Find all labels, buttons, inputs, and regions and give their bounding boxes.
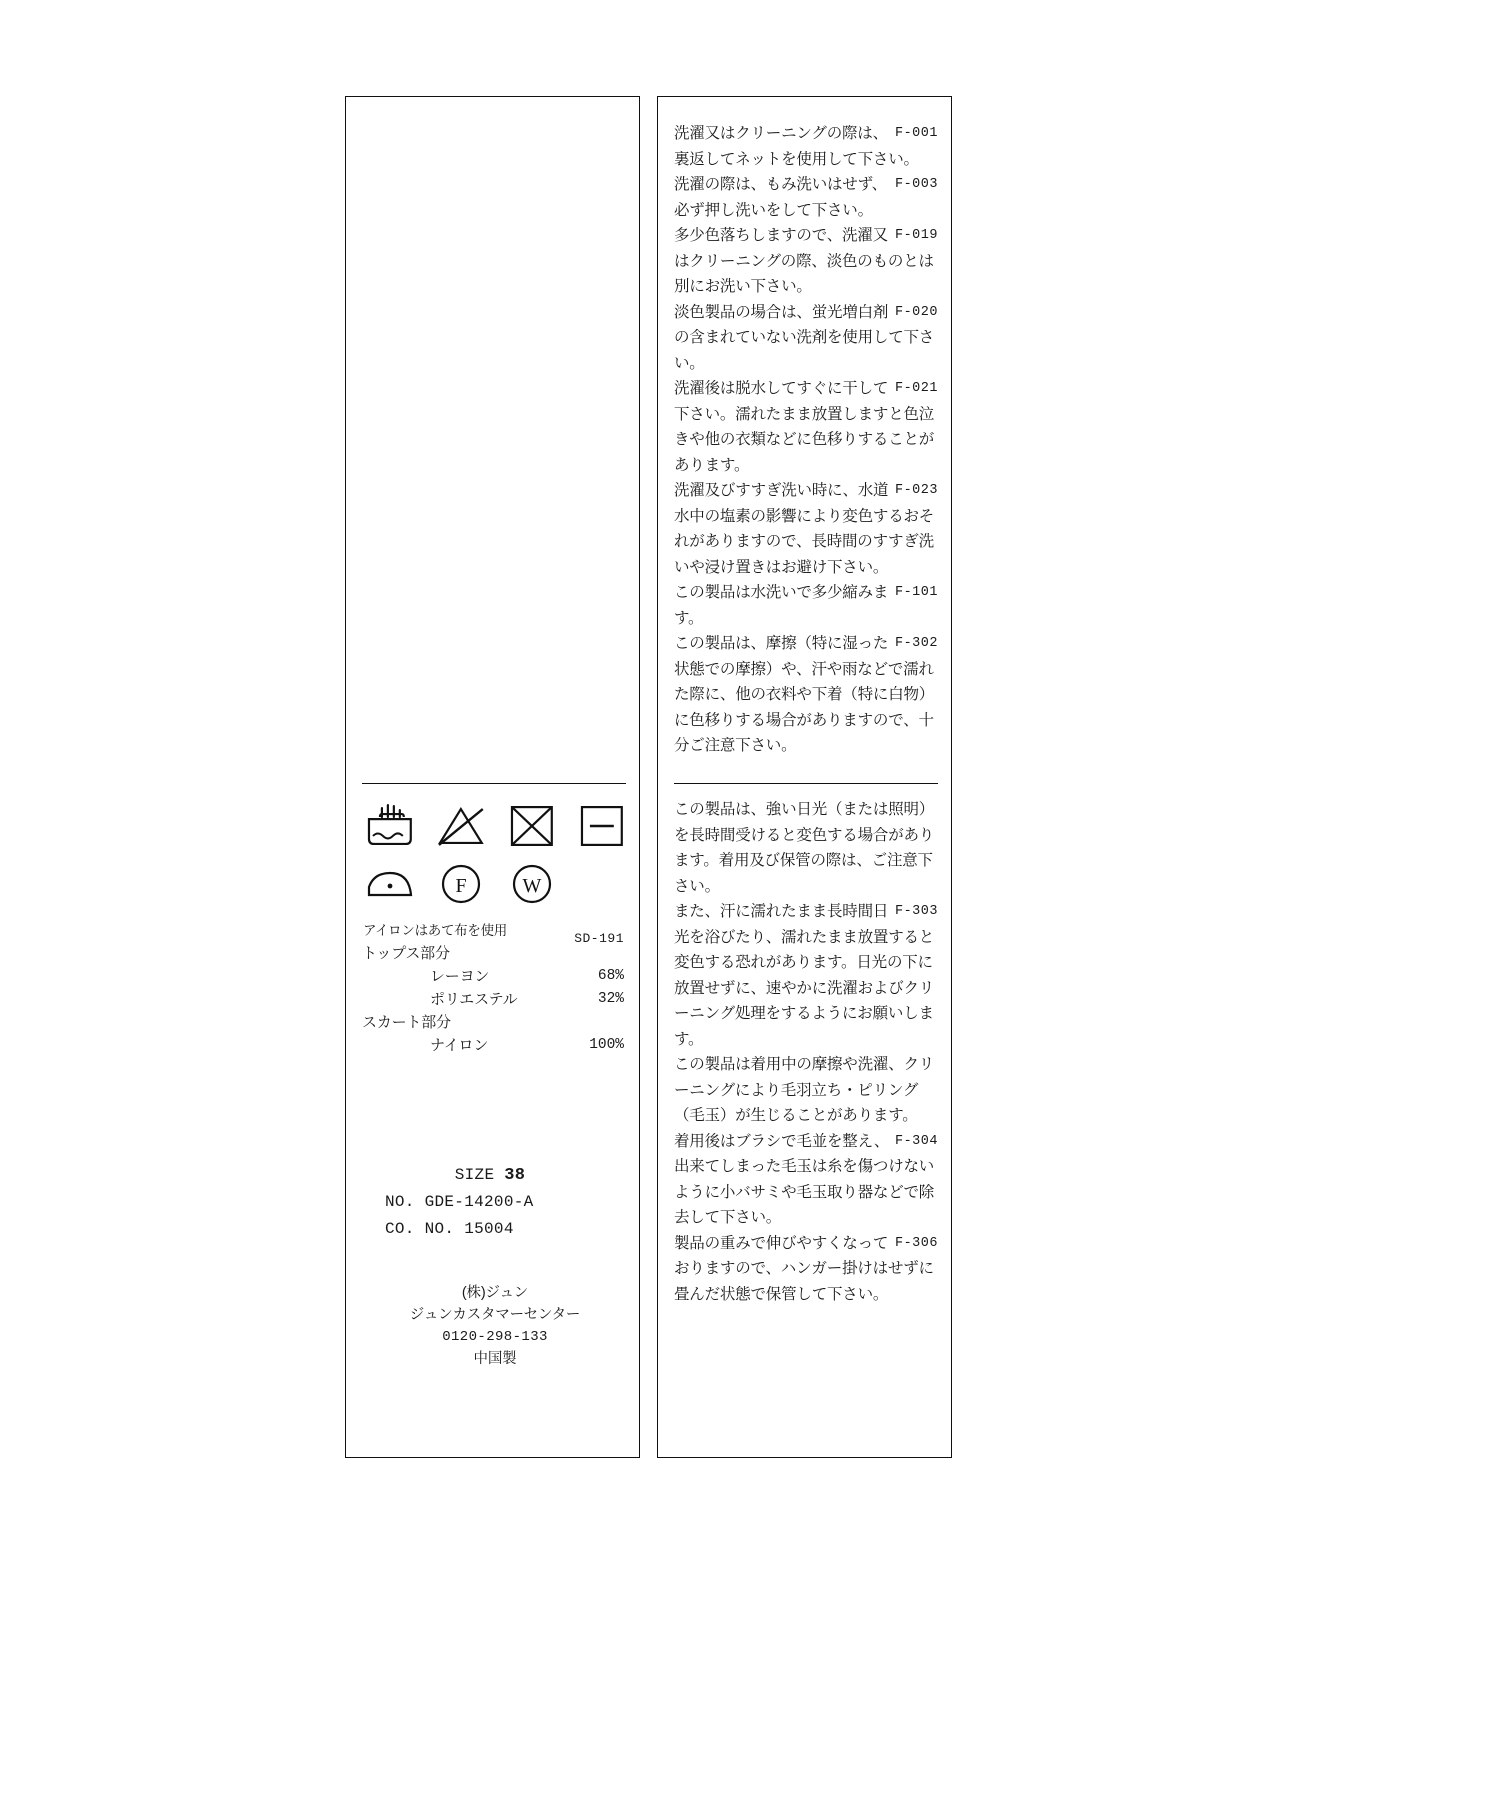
care-body: この製品は着用中の摩擦や洗濯、クリーニングにより毛羽立ち・ピリング（毛玉）が生じることがあります。 [674, 1056, 935, 1124]
co-number: CO. NO. 15004 [385, 1220, 514, 1238]
care-instructions-bottom [674, 797, 938, 1307]
material-name: ポリエステル [430, 991, 518, 1008]
customer-center-tel: 0120-298-133 [442, 1329, 548, 1345]
material-name: ナイロン [430, 1037, 489, 1054]
hand-wash-40-icon [364, 803, 416, 849]
care-instruction-item [674, 1129, 938, 1231]
care-instruction-item [674, 478, 938, 580]
company-name: (株)ジュン [461, 1285, 529, 1301]
care-symbols-row-1 [360, 803, 628, 849]
svg-text:W: W [522, 875, 542, 897]
composition-row [360, 965, 630, 988]
sd-code: SD-191 [574, 931, 624, 946]
iron-low-icon [364, 861, 416, 907]
care-instruction-item [674, 300, 938, 377]
composition-row [360, 1034, 630, 1057]
care-instruction-item [674, 631, 938, 759]
dry-clean-f-icon [435, 861, 487, 907]
care-code: F-101 [894, 585, 938, 600]
care-instruction-item [674, 121, 938, 172]
care-body: 洗濯の際は、もみ洗いはせず、必ず押し洗いをして下さい。 [674, 176, 887, 219]
care-body: この製品は、摩擦（特に湿った状態での摩擦）や、汗や雨などで濡れた際に、他の衣料や下着（特に白物）に色移りする場合がありますので、十分ご注意下さい。 [674, 635, 935, 754]
care-code: F-023 [894, 483, 938, 498]
iron-cloth-note [360, 919, 628, 946]
care-code: F-001 [894, 126, 938, 141]
care-instruction-item [674, 223, 938, 300]
care-instruction-item [674, 1231, 938, 1308]
size-line [360, 1162, 630, 1189]
care-instruction-item [674, 1052, 938, 1129]
care-code: F-302 [894, 636, 938, 651]
care-body: 洗濯及びすすぎ洗い時に、水道水中の塩素の影響により変色するおそれがありますので、長時間のすすぎ洗いや浸け置きはお避け下さい。 [674, 482, 935, 576]
no-bleach-icon [435, 803, 487, 849]
care-symbols-block [360, 803, 628, 946]
composition-part-label-skirt: スカート部分 [362, 1014, 451, 1031]
care-code: F-003 [894, 177, 938, 192]
panel-left-divider [362, 783, 626, 784]
care-instructions-top [674, 121, 938, 759]
company-address-block [360, 1282, 630, 1370]
no-tumble-dry-icon [506, 803, 558, 849]
care-instruction-item [674, 376, 938, 478]
care-body: 多少色落ちしますので、洗濯又はクリーニングの際、淡色のものとは別にお洗い下さい。 [674, 227, 934, 295]
identity-block [360, 1162, 630, 1243]
care-instruction-item [674, 580, 938, 631]
care-body: また、汗に濡れたまま長時間日光を浴びたり、濡れたまま放置すると変色する恐れがあります。日光の下に放置せずに、速やかに洗濯およびクリーニング処理をするようにお願いします。 [674, 903, 935, 1048]
care-body: 淡色製品の場合は、蛍光増白剤の含まれていない洗剤を使用して下さい。 [674, 303, 935, 372]
care-symbols-row-2 [360, 861, 628, 907]
care-instruction-item [674, 797, 938, 899]
care-code: F-019 [894, 228, 938, 243]
care-code: F-303 [894, 904, 938, 919]
product-number: NO. GDE-14200-A [385, 1193, 534, 1211]
care-body: 洗濯又はクリーニングの際は、裏返してネットを使用して下さい。 [674, 125, 919, 168]
material-percent: 32% [597, 991, 624, 1007]
size-label: SIZE [454, 1166, 495, 1184]
care-code: F-306 [894, 1235, 938, 1251]
iron-cloth-note-text: アイロンはあて布を使用 [363, 923, 507, 938]
panel-right-divider [674, 783, 938, 784]
customer-center-name: ジュンカスタマーセンター [409, 1307, 581, 1323]
care-code: F-020 [894, 304, 938, 320]
material-percent: 100% [589, 1037, 624, 1053]
care-body: この製品は水洗いで多少縮みます。 [674, 584, 889, 627]
care-code: F-304 [894, 1133, 938, 1149]
care-body: 洗濯後は脱水してすぐに干して下さい。濡れたまま放置しますと色泣きや他の衣類などに色移りすることがあります。 [674, 380, 935, 474]
composition-part-label-tops: トップス部分 [362, 945, 450, 962]
composition-block [360, 942, 630, 1057]
material-percent: 68% [597, 968, 624, 984]
label-panel-left [345, 96, 640, 1458]
care-code: F-021 [894, 381, 938, 396]
composition-row [360, 988, 630, 1011]
label-panel-right [657, 96, 952, 1458]
material-name: レーヨン [430, 968, 490, 985]
care-body: 着用後はブラシで毛並を整え、出来てしまった毛玉は糸を傷つけないように小バサミや毛玉取り器などで除去して下さい。 [674, 1132, 935, 1226]
svg-text:F: F [455, 875, 467, 897]
wet-clean-icon [506, 861, 558, 907]
country-of-origin: 中国製 [473, 1351, 517, 1367]
care-instruction-item [674, 899, 938, 1052]
size-value: 38 [504, 1166, 526, 1185]
care-body: 製品の重みで伸びやすくなっておりますので、ハンガー掛けはせずに畳んだ状態で保管して下さい。 [674, 1234, 934, 1303]
care-body: この製品は、強い日光（または照明）を長時間受けると変色する場合があります。着用及び保管の際は、ご注意下さい。 [674, 801, 935, 895]
flat-dry-icon [576, 803, 628, 849]
care-instruction-item [674, 172, 938, 223]
